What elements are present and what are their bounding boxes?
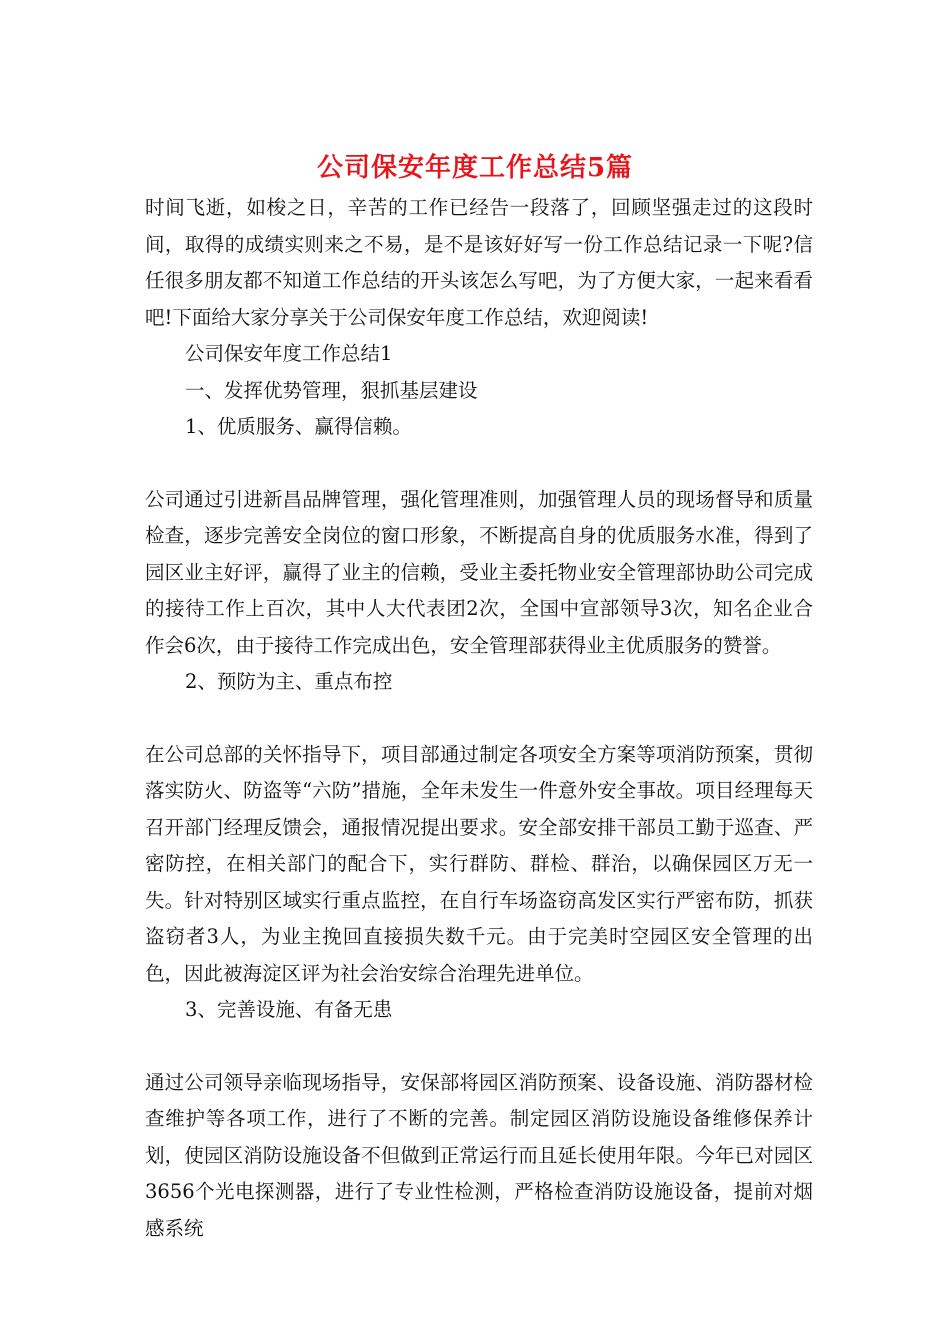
item-2-body: 在公司总部的关怀指导下，项目部通过制定各项安全方案等项消防预案，贯彻落实防火、防盗等“六防”措施，全年未发生一件意外安全事故。项目经理每天召开部门经理反馈会，通报情况提出要求。安全部安排干部员工勤于巡查、严密防控，在相关部门的配合下，实行群防、群检、群治，以确保园区万无一失。针对特别区域实行重点监控，在自行车场盗窃高发区实行严密布防，抓获盗窃者3人，为业主挽回直接损失数千元。由于完美时空园区安全管理的出色，因此被海淀区评为社会治安综合治理先进单位。 (145, 742, 813, 985)
section-title: 公司保安年度工作总结1 (185, 342, 393, 365)
item-2-title: 2、预防为主、重点布控 (185, 670, 393, 693)
heading-1: 一、发挥优势管理，狠抓基层建设 (185, 378, 478, 402)
item-3-body: 通过公司领导亲临现场指导，安保部将园区消防预案、设备设施、消防器材检查维护等各项工作，进行了不断的完善。制定园区消防设施设备维修保养计划，使园区消防设施设备不但做到正常运行而且延长使用年限。今年已对园区3656个光电探测器，进行了专业性检测，严格检查消防设施设备，提前对烟感系统 (145, 1070, 813, 1240)
item-1-body: 公司通过引进新昌品牌管理，强化管理准则，加强管理人员的现场督导和质量检查，逐步完善安全岗位的窗口形象，不断提高自身的优质服务水准，得到了园区业主好评，赢得了业主的信赖，受业主委托物业安全管理部协助公司完成的接待工作上百次，其中人大代表团2次，全国中宣部领导3次，知名企业合作会6次，由于接待工作完成出色，安全管理部获得业主优质服务的赞誉。 (145, 487, 813, 657)
item-3-title: 3、完善设施、有备无患 (185, 998, 393, 1021)
document-title: 公司保安年度工作总结5篇 (316, 153, 634, 183)
document-body (145, 190, 813, 1247)
item-1-title: 1、优质服务、赢得信赖。 (185, 415, 412, 438)
intro-paragraph: 时间飞逝，如梭之日，辛苦的工作已经告一段落了，回顾坚强走过的这段时间，取得的成绩实则来之不易，是不是该好好写一份工作总结记录一下呢?信任很多朋友都不知道工作总结的开头该怎么写吧，为了方便大家，一起来看看吧!下面给大家分享关于公司保安年度工作总结，欢迎阅读! (145, 196, 813, 329)
